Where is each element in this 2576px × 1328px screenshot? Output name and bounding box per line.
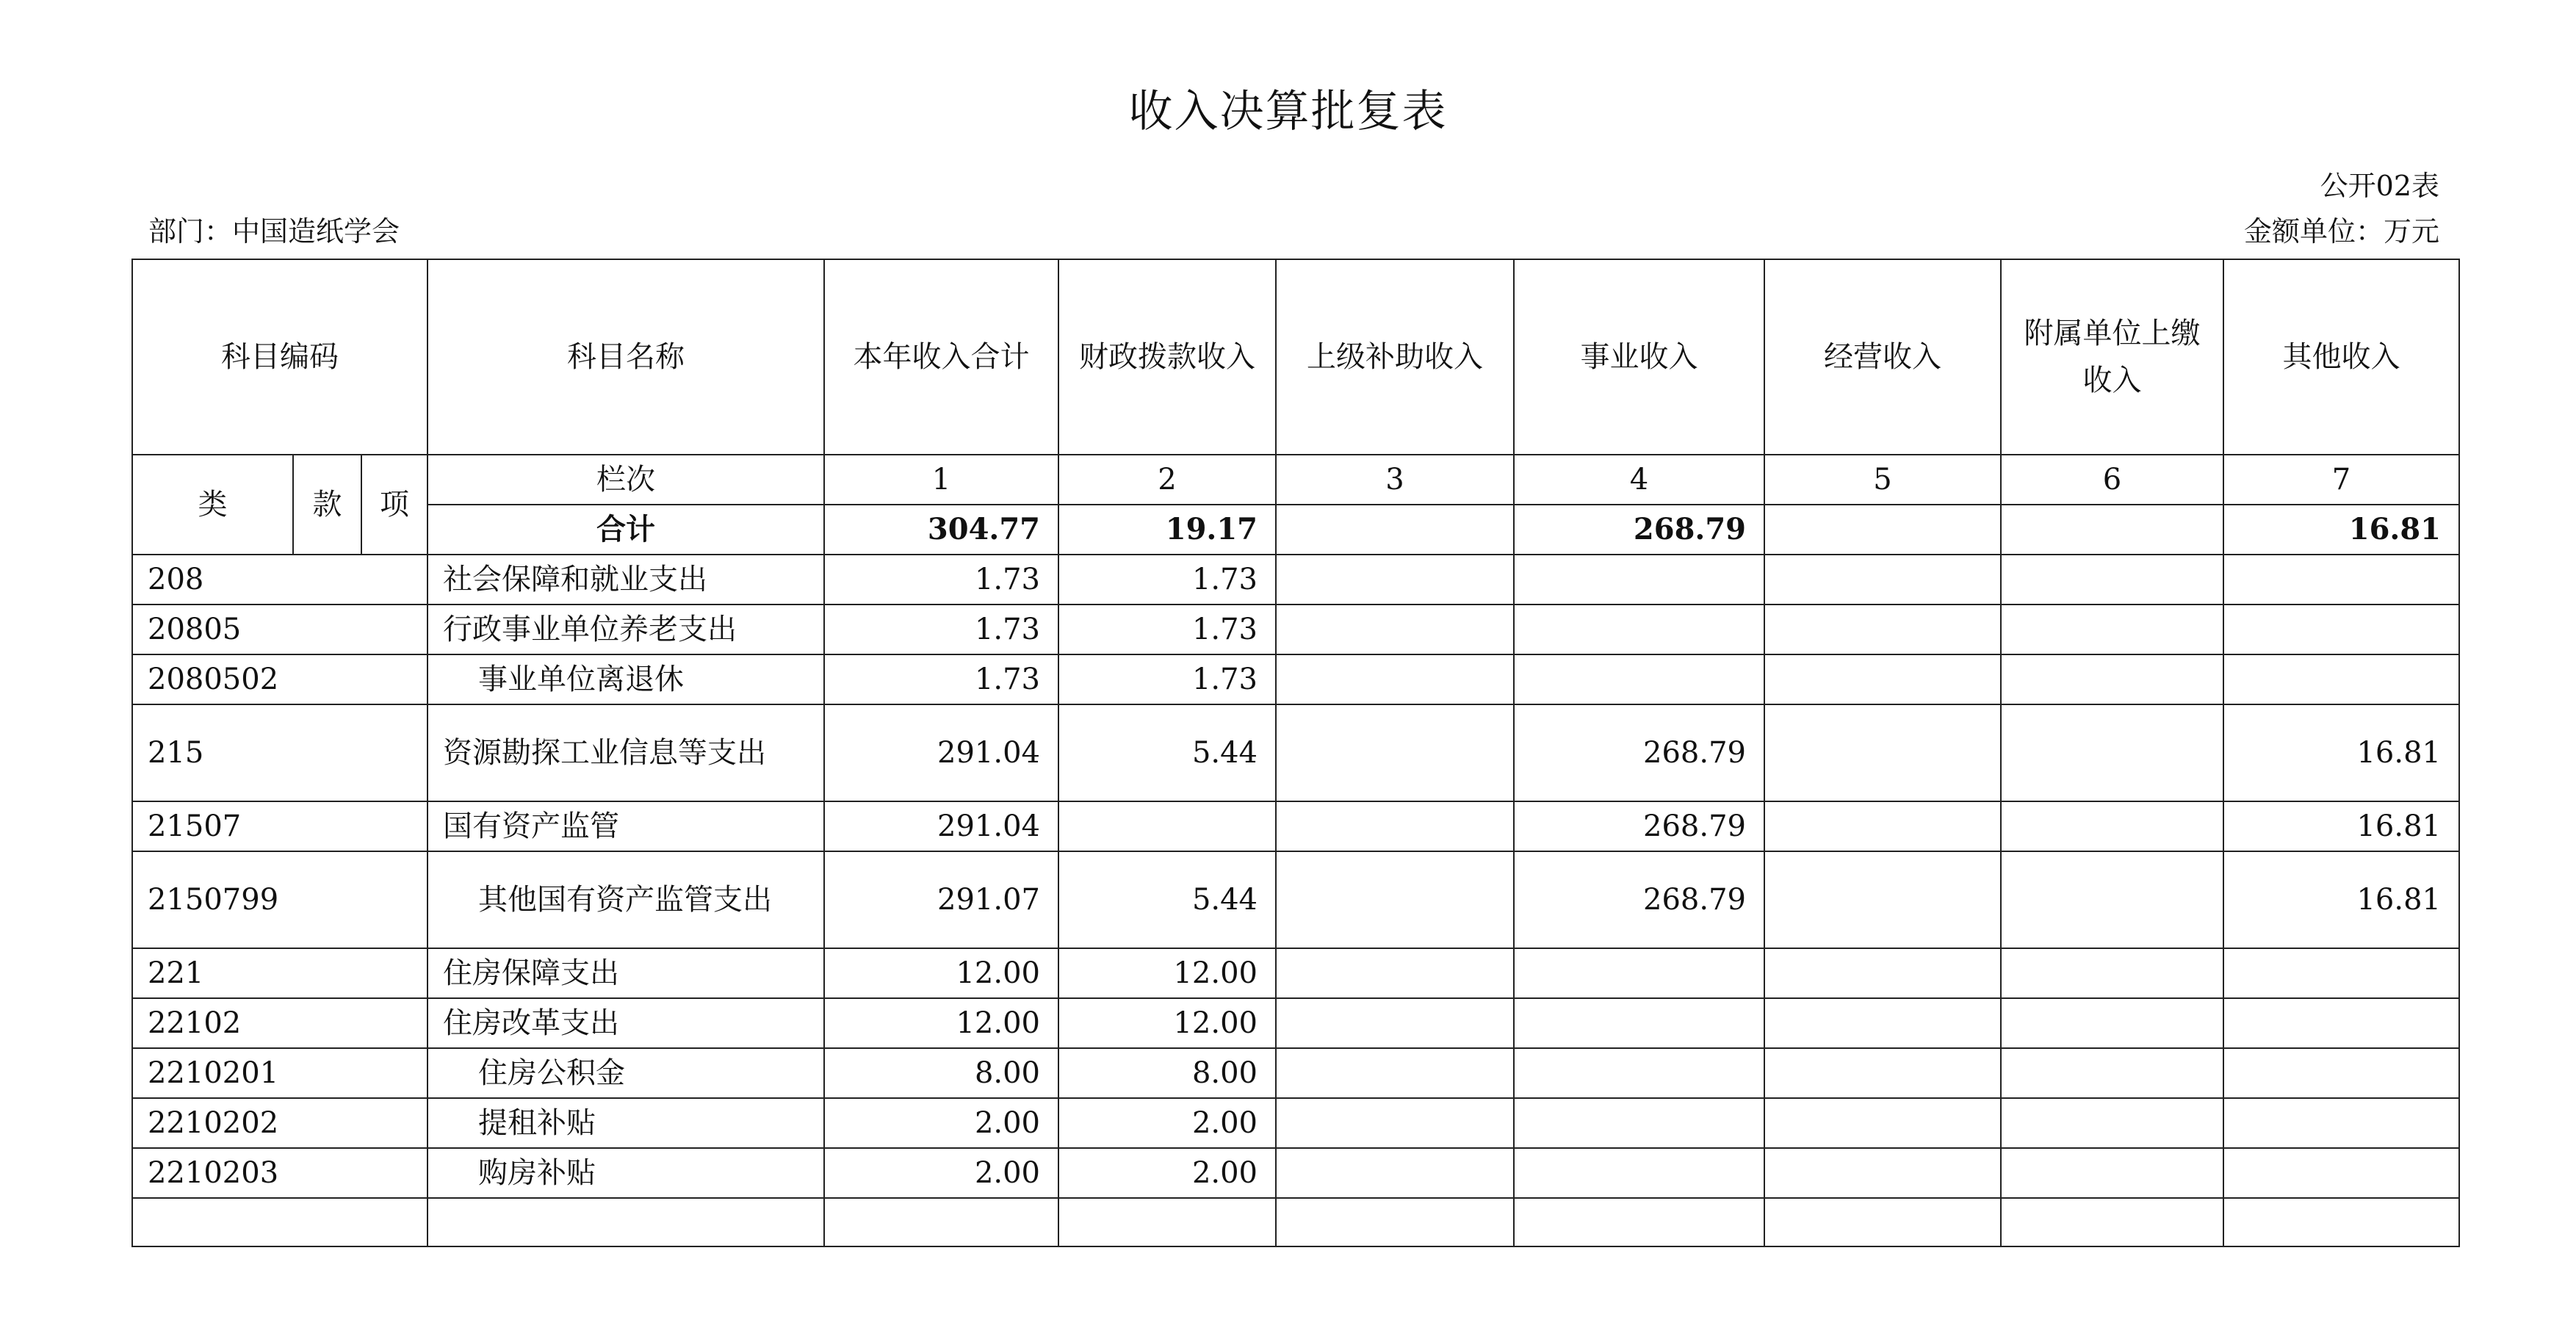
amount-cell (1276, 605, 1514, 654)
income-table (131, 259, 2460, 1247)
amount-cell (1514, 998, 1764, 1048)
subject-code: 2080502 (132, 654, 427, 704)
total-cell (1276, 505, 1514, 555)
amount-cell (2001, 998, 2223, 1048)
subject-code: 208 (132, 555, 427, 605)
table-row (132, 948, 2459, 998)
subject-code: 22102 (132, 998, 427, 1048)
amount-cell (1514, 555, 1764, 605)
amount-cell: 2.00 (1058, 1098, 1276, 1148)
amount-cell (1276, 704, 1514, 801)
amount-cell (1764, 654, 2001, 704)
total-cell (2001, 505, 2223, 555)
amount-cell (2001, 948, 2223, 998)
amount-cell: 2.00 (1058, 1148, 1276, 1198)
amount-cell (2223, 555, 2459, 605)
total-cell: 19.17 (1058, 505, 1276, 555)
amount-cell: 12.00 (1058, 998, 1276, 1048)
amount-cell (1764, 1198, 2001, 1246)
amount-cell (1276, 998, 1514, 1048)
subject-code: 2210203 (132, 1148, 427, 1198)
amount-cell (1514, 1048, 1764, 1098)
amount-cell (1764, 1048, 2001, 1098)
amount-cell: 1.73 (824, 605, 1058, 654)
amount-cell: 268.79 (1514, 851, 1764, 948)
subject-name: 住房公积金 (427, 1048, 824, 1098)
column-number: 6 (2001, 455, 2223, 505)
amount-cell (2001, 801, 2223, 851)
amount-cell (2223, 998, 2459, 1048)
header-heji: 合计 (427, 505, 824, 555)
amount-cell: 5.44 (1058, 704, 1276, 801)
amount-cell (1276, 1198, 1514, 1246)
header-business: 事业收入 (1514, 259, 1764, 455)
amount-cell (1514, 654, 1764, 704)
amount-cell (2001, 1198, 2223, 1246)
amount-cell: 2.00 (824, 1148, 1058, 1198)
total-cell: 268.79 (1514, 505, 1764, 555)
amount-cell (2001, 555, 2223, 605)
amount-cell (1764, 851, 2001, 948)
amount-cell (1276, 851, 1514, 948)
amount-cell (2223, 1148, 2459, 1198)
amount-cell (2223, 1198, 2459, 1246)
amount-cell: 268.79 (1514, 801, 1764, 851)
table-row (132, 1048, 2459, 1098)
amount-cell (1276, 555, 1514, 605)
subject-name: 提租补贴 (427, 1098, 824, 1148)
amount-cell: 291.04 (824, 801, 1058, 851)
table-row (132, 555, 2459, 605)
table-row (132, 605, 2459, 654)
page-title: 收入决算批复表 (1128, 86, 1448, 137)
header-fiscal: 财政拨款收入 (1058, 259, 1276, 455)
subject-code: 2150799 (132, 851, 427, 948)
column-number: 1 (824, 455, 1058, 505)
header-xiang: 项 (361, 455, 427, 555)
amount-cell (1276, 1098, 1514, 1148)
table-row (132, 1148, 2459, 1198)
subject-name: 资源勘探工业信息等支出 (427, 704, 824, 801)
subject-code: 21507 (132, 801, 427, 851)
amount-cell (1058, 801, 1276, 851)
header-total: 本年收入合计 (824, 259, 1058, 455)
amount-cell (1514, 1098, 1764, 1148)
amount-cell (2223, 1048, 2459, 1098)
amount-cell (1514, 1198, 1764, 1246)
amount-cell (2001, 1048, 2223, 1098)
amount-cell (2001, 1098, 2223, 1148)
amount-cell (2223, 1098, 2459, 1148)
total-cell: 16.81 (2223, 505, 2459, 555)
amount-cell (2001, 605, 2223, 654)
amount-cell (824, 1198, 1058, 1246)
amount-cell (1514, 948, 1764, 998)
amount-cell (1764, 1098, 2001, 1148)
amount-cell: 1.73 (1058, 555, 1276, 605)
column-number: 4 (1514, 455, 1764, 505)
amount-cell: 1.73 (1058, 654, 1276, 704)
column-number-row (132, 455, 2459, 505)
amount-cell (1514, 1148, 1764, 1198)
amount-cell: 291.04 (824, 704, 1058, 801)
header-other: 其他收入 (2223, 259, 2459, 455)
subject-code: 215 (132, 704, 427, 801)
amount-cell (1764, 1148, 2001, 1198)
amount-cell: 12.00 (1058, 948, 1276, 998)
amount-cell (2001, 851, 2223, 948)
subject-code: 221 (132, 948, 427, 998)
subject-name: 其他国有资产监管支出 (427, 851, 824, 948)
amount-cell: 268.79 (1514, 704, 1764, 801)
amount-cell: 12.00 (824, 948, 1058, 998)
department-label: 部门：中国造纸学会 (148, 215, 400, 248)
header-name: 科目名称 (427, 259, 824, 455)
amount-cell: 5.44 (1058, 851, 1276, 948)
subject-name: 事业单位离退休 (427, 654, 824, 704)
amount-cell (2223, 948, 2459, 998)
amount-cell (2223, 605, 2459, 654)
header-superior: 上级补助收入 (1276, 259, 1514, 455)
amount-cell (1276, 801, 1514, 851)
header-affiliated: 附属单位上缴收入 (2001, 259, 2223, 455)
subject-code: 20805 (132, 605, 427, 654)
amount-cell (1276, 1048, 1514, 1098)
table-row (132, 998, 2459, 1048)
amount-cell: 8.00 (824, 1048, 1058, 1098)
table-row (132, 801, 2459, 851)
amount-cell: 16.81 (2223, 704, 2459, 801)
subject-name: 购房补贴 (427, 1148, 824, 1198)
subject-name: 社会保障和就业支出 (427, 555, 824, 605)
subject-name: 住房改革支出 (427, 998, 824, 1048)
total-cell: 304.77 (824, 505, 1058, 555)
amount-cell: 291.07 (824, 851, 1058, 948)
table-row (132, 1198, 2459, 1246)
amount-cell (2001, 1148, 2223, 1198)
header-operating: 经营收入 (1764, 259, 2001, 455)
amount-cell (2223, 654, 2459, 704)
amount-cell (2001, 704, 2223, 801)
amount-cell: 16.81 (2223, 851, 2459, 948)
subject-name: 住房保障支出 (427, 948, 824, 998)
header-row (132, 259, 2459, 455)
amount-cell (2001, 654, 2223, 704)
subject-code: 2210202 (132, 1098, 427, 1148)
amount-cell: 2.00 (824, 1098, 1058, 1148)
amount-cell (1764, 801, 2001, 851)
amount-cell: 16.81 (2223, 801, 2459, 851)
amount-cell: 12.00 (824, 998, 1058, 1048)
subject-code (132, 1198, 427, 1246)
amount-cell (1764, 605, 2001, 654)
column-number: 2 (1058, 455, 1276, 505)
amount-cell (1764, 948, 2001, 998)
column-number: 7 (2223, 455, 2459, 505)
amount-cell: 1.73 (824, 654, 1058, 704)
amount-cell (1764, 704, 2001, 801)
amount-cell (1764, 998, 2001, 1048)
subject-code: 2210201 (132, 1048, 427, 1098)
subject-name (427, 1198, 824, 1246)
amount-cell: 1.73 (824, 555, 1058, 605)
amount-cell: 8.00 (1058, 1048, 1276, 1098)
header-kuan: 款 (293, 455, 361, 555)
amount-cell (1276, 654, 1514, 704)
form-number: 公开02表 (2320, 170, 2439, 202)
amount-cell: 1.73 (1058, 605, 1276, 654)
amount-cell (1276, 1148, 1514, 1198)
header-lei: 类 (132, 455, 293, 555)
table-row (132, 654, 2459, 704)
amount-cell (1058, 1198, 1276, 1246)
header-lanci: 栏次 (427, 455, 824, 505)
column-number: 3 (1276, 455, 1514, 505)
table-row (132, 1098, 2459, 1148)
header-code: 科目编码 (132, 259, 427, 455)
total-cell (1764, 505, 2001, 555)
amount-cell (1276, 948, 1514, 998)
table-row (132, 851, 2459, 948)
column-number: 5 (1764, 455, 2001, 505)
total-row (132, 505, 2459, 555)
subject-name: 行政事业单位养老支出 (427, 605, 824, 654)
subject-name: 国有资产监管 (427, 801, 824, 851)
amount-cell (1764, 555, 2001, 605)
table-row (132, 704, 2459, 801)
unit-label: 金额单位：万元 (2243, 215, 2439, 248)
amount-cell (1514, 605, 1764, 654)
